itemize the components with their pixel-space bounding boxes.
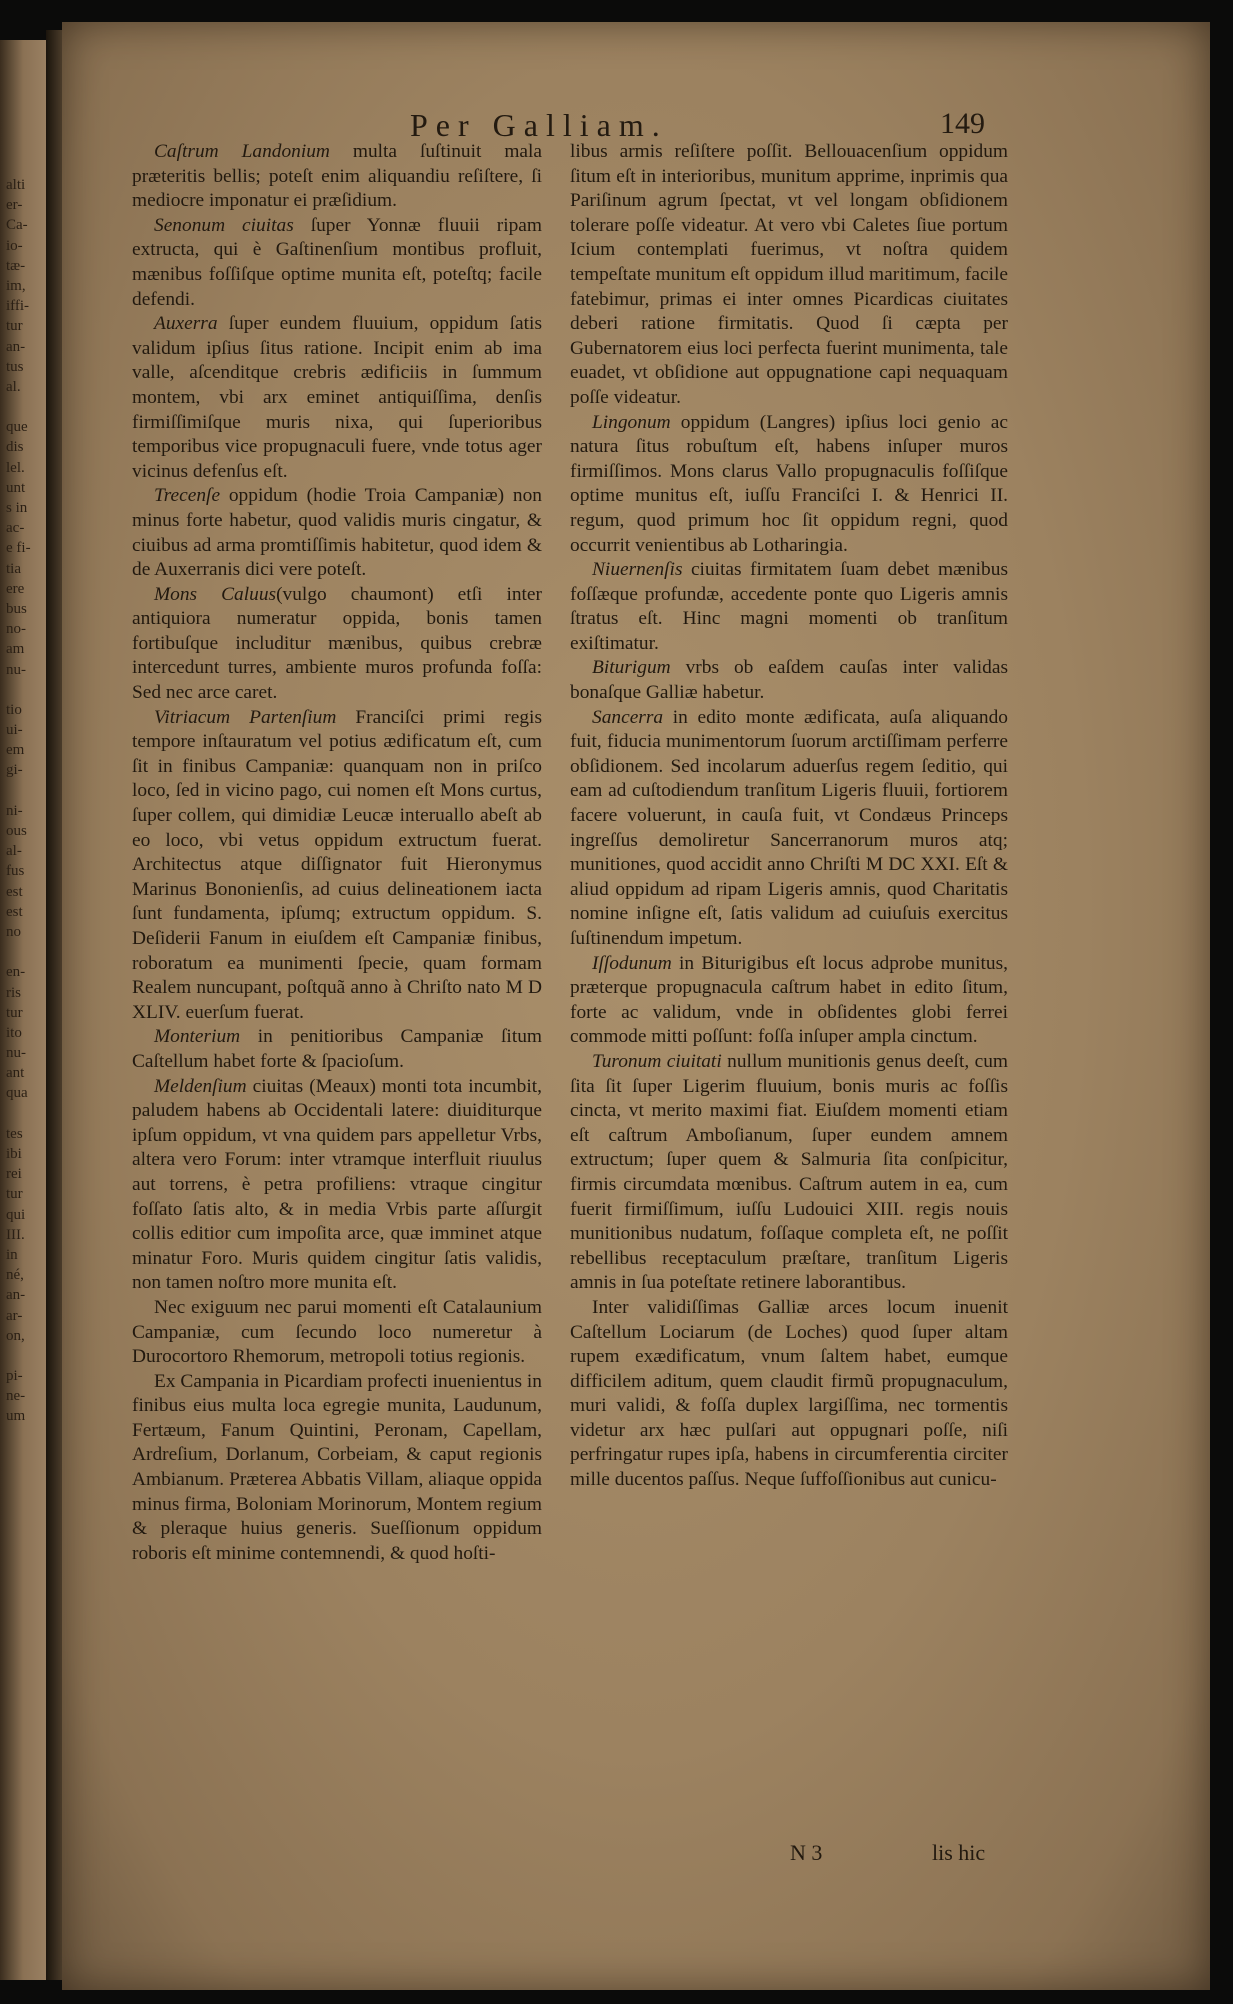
paragraph: [132, 1370, 542, 1567]
margin-fragment: tur: [6, 1186, 23, 1203]
paragraph: [570, 952, 1008, 1050]
margin-fragment: ar-: [6, 1307, 23, 1324]
paragraph: [132, 1075, 542, 1296]
signature-mark: N 3: [790, 1840, 823, 1865]
margin-fragment: um: [6, 1408, 26, 1425]
margin-fragment: fus: [6, 863, 25, 880]
paragraph-text: in Biturigibus eſt locus adprobe munitus, præterque propugnacula caſtrum habet in edito ſitum, forte ac validum, vnde in obſidentes globi ferrei commode mitti poſſunt: foſſa inſuper ampla cinctum.: [570, 952, 1008, 1048]
margin-fragment: tæ-: [6, 257, 26, 274]
margin-fragment: tur: [6, 1004, 23, 1021]
margin-fragment: no-: [6, 621, 26, 638]
paragraph: [132, 140, 542, 214]
margin-fragment: al-: [6, 843, 22, 860]
margin-fragment: lel.: [6, 459, 25, 476]
margin-fragment: gi-: [6, 762, 23, 779]
margin-fragment: est: [6, 903, 23, 920]
margin-fragment: im,: [6, 277, 26, 294]
paragraph: [132, 312, 542, 484]
margin-fragment: an-: [6, 1287, 26, 1304]
paragraph-text: ſuper Yonnæ fluuii ripam extructa, qui è Gaſtinenſium montibus profluit, mænibus foſſiſque optime munita eſt, poteſtq; facile defendi.: [132, 214, 542, 310]
paragraph-text: ſuper eundem fluuium, oppidum ſatis validum ipſius ſitus ratione. Incipit enim ab ima valle, aſcenditque crebris ædificiis in ſummum montem, vbi arx eminet antiquiſſima, denſis firmiſſimiſque muris nixa, qui ſuperioribus temporibus vice propugnaculi fuere, vnde totus ager vicinus defenſus eſt.: [132, 313, 542, 482]
margin-fragment: on,: [6, 1327, 25, 1344]
paragraph: [132, 1296, 542, 1370]
paragraph-text: in edito monte ædificata, auſa aliquando fuit, fiducia munimentorum ſuorum arctiſſimam perferre obſidionem. Sed incolarum aduerſus regem ſeditio, qui eam ad cuſtodiendum tranſitum Ligeris fluuii, fortiorem facere voluerunt, in cauſa fuit, vt Condæus Princeps ingreſſus demoliretur Sancerranorum muros atq; munitiones, quod accidit anno Chriſti M DC XXI. Eſt & aliud oppidum ad ripam Ligeris amnis, quod Charitatis nomine inſigne eſt, ſatis validum ad cuiuſuis exercitus ſuſtinendum impetum.: [570, 706, 1008, 949]
paragraph-lead: Auxerra: [154, 313, 218, 335]
paragraph-text: oppidum (Langres) ipſius loci genio ac natura ſitus robuſtum eſt, habens inſuper muros firmiſſimos. Mons clarus Vallo propugnaculis foſſiſque optime munitus eſt, iuſſu Franciſci I. & Henrici II. regum, quod primum hoc ſit oppidum regni, quod occurrit venientibus ab Lotharingia.: [570, 411, 1008, 556]
paragraph: [132, 1025, 542, 1074]
paragraph-lead: Trecenſe: [154, 485, 221, 507]
paragraph-lead: Turonum ciuitati: [592, 1050, 722, 1072]
paragraph-lead: Biturigum: [592, 657, 671, 679]
paragraph-lead: Sancerra: [592, 706, 664, 728]
paragraph-text: multa ſuſtinuit mala præteritis bellis; poteſt enim aliquandiu reſiſtere, ſi mediocre imponatur ei præſidium.: [132, 141, 543, 212]
paragraph-text: vrbs ob eaſdem cauſas inter validas bonaſque Galliæ habetur.: [570, 657, 1008, 704]
margin-fragment: ibi: [6, 1146, 22, 1162]
margin-fragment: alti: [6, 177, 26, 193]
margin-fragment: no: [6, 923, 21, 940]
margin-fragment: bus: [6, 600, 27, 617]
paragraph-text: oppidum (hodie Troia Campaniæ) non minus forte habetur, quod validis muris cingatur, & ciuibus ad arma promtiſſimis habitetur, quod idem & de Auxerranis dici vere poteſt.: [132, 485, 542, 581]
paragraph-lead: Monterium: [154, 1026, 241, 1048]
margin-fragment: ac-: [6, 520, 25, 537]
catchword: lis hic: [932, 1840, 986, 1865]
paragraph: [570, 656, 1008, 705]
margin-fragment: né,: [6, 1267, 24, 1284]
paragraph-text: ciuitas (Meaux) monti tota incumbit, paludem habens ab Occidentali latere: diuiditurque ipſum oppidum, vt vna quidem pars appelletur Vrbs, altera vero Forum: inter vtramque interfluit riuulus aut torrens, è petra profiliens: vtraque cingitur foſſato ſatis alto, & in media Vrbis parte aſſurgit collis editior cum impoſita arce, quæ imminet atque minatur Foro. Muris quidem cingitur ſatis validis, non tamen noſtro more munita eſt.: [132, 1075, 542, 1294]
paragraph-text: libus armis reſiſtere poſſit. Bellouacenſium oppidum ſitum eſt in interioribus, munitum apprime, inprimis qua Pariſinum agrum ſpectat, vt vel longam obſidionem tolerare poſſe videatur. At vero vbi Caletes ſiue portum Icium contemplati fuerimus, vt noſtra quidem tempeſtate munitum eſt oppidum illud maritimum, facile fatebimur, primas ei inter omnes Picardicas ciuitates deberi ratione firmitatis. Quod ſi cæpta per Gubernatorem eius loci perfecta fuerint munimenta, tale euadet, vt obſidione aut oppugnatione capi nequaquam poſſe videatur.: [570, 141, 1008, 408]
margin-fragment: ris: [6, 984, 21, 1001]
paragraph-text: in penitioribus Campaniæ ſitum Caſtellum habet forte & ſpacioſum.: [132, 1026, 542, 1072]
paragraph-text: (vulgo chaumont) etſi inter antiquiora numeratur oppida, bonis tamen fortibuſque includitur mænibus, quibus crebræ intercedunt turres, ambiente muros profunda foſſa: Sed nec arce caret.: [132, 583, 542, 704]
paragraph: [132, 583, 542, 706]
paragraph: [132, 706, 542, 1026]
paragraph: [570, 706, 1008, 952]
paragraph: [132, 484, 542, 582]
paragraph-lead: Niuernenſis: [592, 559, 683, 581]
paragraph-lead: Mons Caluus: [154, 583, 277, 605]
paragraph-lead: Meldenſium: [154, 1075, 247, 1097]
margin-fragment: an-: [6, 338, 26, 355]
paragraph-text: ciuitas firmitatem ſuam debet mænibus foſſæque profundæ, accedente ponte quo Ligeris amnis ſtratus eſt. Hinc magni momenti ob tranſitum exiſtimatur.: [570, 559, 1008, 654]
running-title: Per Galliam.: [410, 107, 668, 143]
paragraph-text: Franciſci primi regis tempore inſtauratum vel potius ædificatum eſt, cum ſit in finibus Campaniæ: quanquam non in priſco loco, ſed in vicino pago, cui nomen eſt Mons curtus, ſuper collem, qui dimidiæ Leucæ interuallo abeſt ab eo loco, vbi vetus oppidum extructum fuerat. Architectus atque diſſignator fuit Hieronymus Marinus Bononienſis, ad cuius delineationem iacta ſunt fundamenta, ipſumq; extructum oppidum. S. Deſiderii Fanum in eiuſdem eſt Campaniæ finibus, roboratum ea munimenti ſpecie, quam formam Realem nuncupant, poſtquã anno à Chriſto nato M D XLIV. euerſum fuerat.: [132, 706, 542, 1023]
paragraph-lead: Lingonum: [592, 411, 671, 433]
margin-fragment: rei: [6, 1166, 22, 1183]
margin-fragment: tur: [6, 318, 23, 335]
margin-fragment: tia: [6, 560, 21, 577]
paragraph: [132, 214, 542, 312]
margin-fragment: ne-: [6, 1388, 26, 1405]
margin-fragment: est: [6, 883, 23, 900]
margin-fragment: unt: [6, 479, 26, 496]
margin-fragment: ant: [6, 1065, 25, 1082]
paragraph: [570, 411, 1008, 559]
paragraph: [570, 558, 1008, 656]
paragraph-lead: Caſtrum Landonium: [154, 141, 330, 162]
margin-fragment: io-: [6, 237, 23, 254]
folio-number: 149: [940, 107, 985, 140]
margin-fragment: ui-: [6, 722, 23, 739]
margin-fragment: ito: [6, 1024, 22, 1041]
margin-fragment: iffi-: [6, 298, 30, 315]
paragraph-text: nullum munitionis genus deeſt, cum ſita ſit ſuper Ligerim fluuium, bonis muris ac foſſis cincta, vt merito maximi fiat. Eiuſdem momenti etiam eſt caſtrum Amboſianum, ſuper eundem amnem extructum; ſuper quem & Salmuria ſita conſpicitur, firmis circumdata mœnibus. Caſtrum autem in ea, cum fuerit firmiſſimum, iuſſu Ludouici XIII. regis nouis munitionibus nudatum, foſſaque completa eſt, ne poſſit rebellibus receptaculum præſtare, tranſitum Ligeris amnis in ſua poteſtate retinere laborantibus.: [570, 1050, 1009, 1294]
margin-fragment: al.: [6, 378, 21, 395]
paragraph-lead: Senonum ciuitas: [154, 214, 294, 236]
margin-fragment: pi-: [6, 1368, 23, 1385]
margin-fragment: in: [6, 1246, 18, 1263]
margin-fragment: er-: [6, 197, 23, 214]
margin-fragment: tio: [6, 701, 22, 718]
margin-fragment: qua: [6, 1085, 28, 1102]
margin-fragment: que: [6, 419, 28, 436]
margin-fragment: en-: [6, 964, 26, 981]
paragraph-lead: Iſſodunum: [592, 952, 672, 974]
paragraph: [570, 140, 1008, 411]
paragraph-text: Ex Campania in Picardiam profecti inuenientus in finibus eius multa loca egregie munita, Laudunum, Fertæum, Fanum Quintini, Peronam, Capellam, Ardreſium, Dorlanum, Corbeiam, & caput regionis Ambianum. Præterea Abbatis Villam, aliaque oppida minus firma, Boloniam Morinorum, Montem regium & pleraque huius generis. Sueſſionum oppidum roboris eſt minime contemnendi, & quod hoſti-: [132, 1370, 542, 1564]
margin-fragment: dis: [6, 439, 24, 456]
margin-fragment: em: [6, 742, 25, 759]
left-column: [132, 140, 542, 1566]
margin-fragment: ous: [6, 823, 27, 839]
margin-fragment: ere: [6, 580, 25, 597]
margin-fragment: III.: [6, 1226, 25, 1243]
margin-fragment: nu-: [6, 661, 26, 678]
margin-fragment: s in: [6, 500, 28, 516]
paragraph: [570, 1050, 1008, 1296]
paragraph-text: Inter validiſſimas Galliæ arces locum inuenit Caſtellum Lociarum (de Loches) quod ſuper altam rupem exædificatum, vnum ſaltem habet, eumque difficilem aditum, quem claudit firmũ propugnaculum, muri validi, & foſſa duplex largiſſima, nec tormentis videtur arx hæc pulſari aut oppugnari poſſe, niſi perfringatur rupes ipſa, habens in circumferentia circiter mille ducentos paſſus. Neque ſuffoſſionibus aut cunicu-: [570, 1296, 1008, 1491]
margin-fragment: ni-: [6, 802, 23, 819]
paragraph: [570, 1296, 1008, 1493]
margin-fragment: e fi-: [6, 540, 31, 557]
right-column: [570, 140, 1008, 1493]
margin-fragment: tus: [6, 358, 24, 375]
margin-fragment: Ca-: [6, 217, 28, 234]
paragraph-text: Nec exiguum nec parui momenti eſt Catalaunium Campaniæ, cum ſecundo loco numeretur à Durocortoro Rhemorum, metropoli totius regionis.: [132, 1296, 542, 1368]
margin-fragment: tes: [6, 1125, 23, 1142]
margin-fragment: am: [6, 641, 25, 658]
paragraph-lead: Vitriacum Partenſium: [154, 706, 337, 728]
margin-fragment: nu-: [6, 1045, 26, 1062]
margin-fragment: qui: [6, 1206, 26, 1223]
